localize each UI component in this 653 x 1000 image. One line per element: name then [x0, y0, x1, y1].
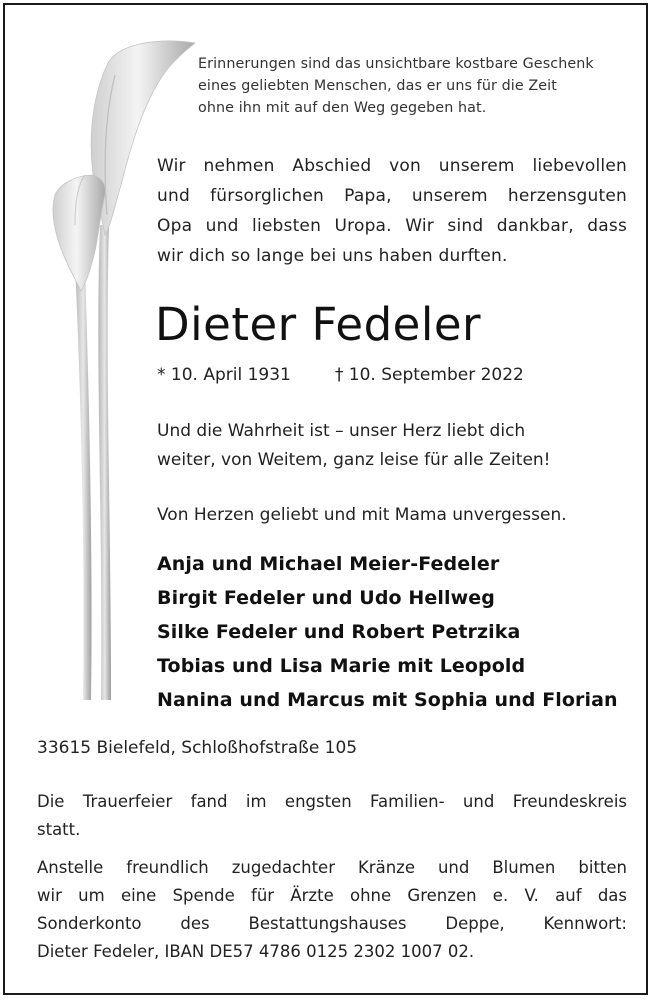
address: 33615 Bielefeld, Schloßhofstraße 105 [37, 738, 358, 758]
intro-line: Opa und liebsten Uropa. Wir sind dankbar, dass [157, 216, 627, 236]
donation-line: Sonderkonto des Bestattungshauses Deppe, Kennwort: [37, 914, 627, 933]
family-member: Nanina und Marcus mit Sophia und Florian [157, 689, 618, 711]
family-member: Silke Fedeler und Robert Petrzika [157, 621, 521, 643]
family-member: Tobias und Lisa Marie mit Leopold [157, 655, 526, 677]
obituary-frame [3, 3, 648, 995]
death-date: † 10. September 2022 [334, 365, 524, 385]
quote-line: eines geliebten Menschen, das er uns für die Zeit [198, 78, 557, 94]
donation-line: Anstelle freundlich zugedachter Kränze und Blumen bitten [37, 858, 627, 877]
intro-line: Wir nehmen Abschied von unserem liebevollen [157, 156, 627, 176]
family-member: Birgit Fedeler und Udo Hellweg [157, 587, 495, 609]
truth-verse [157, 417, 551, 475]
deceased-name: Dieter Fedeler [155, 298, 482, 351]
verse-line: weiter, von Weitem, ganz leise für alle Zeiten! [157, 450, 551, 470]
donation-line: wir um eine Spende für Ärzte ohne Grenzen e. V. auf das [37, 886, 627, 905]
farewell-paragraph [157, 151, 627, 271]
verse-line: Und die Wahrheit ist – unser Herz liebt dich [157, 421, 526, 441]
family-member: Anja und Michael Meier-Fedeler [157, 553, 500, 575]
memorial-quote [198, 53, 594, 119]
life-dates [157, 362, 524, 388]
intro-line: und fürsorglichen Papa, unserem herzensguten [157, 186, 627, 206]
intro-line: wir dich so lange bei uns haben durften. [157, 246, 508, 266]
donation-note [37, 854, 627, 966]
service-line: statt. [37, 820, 81, 839]
donation-line: Dieter Fedeler, IBAN DE57 4786 0125 2302 1007 02. [37, 942, 475, 961]
family-list [157, 547, 618, 717]
service-line: Die Trauerfeier fand im engsten Familien- und Freundeskreis [37, 792, 627, 811]
love-line: Von Herzen geliebt und mit Mama unvergessen. [157, 505, 567, 525]
service-note [37, 788, 627, 844]
quote-line: Erinnerungen sind das unsichtbare kostbare Geschenk [198, 56, 594, 72]
quote-line: ohne ihn mit auf den Weg gegeben hat. [198, 100, 487, 116]
birth-date: * 10. April 1931 [157, 365, 291, 385]
